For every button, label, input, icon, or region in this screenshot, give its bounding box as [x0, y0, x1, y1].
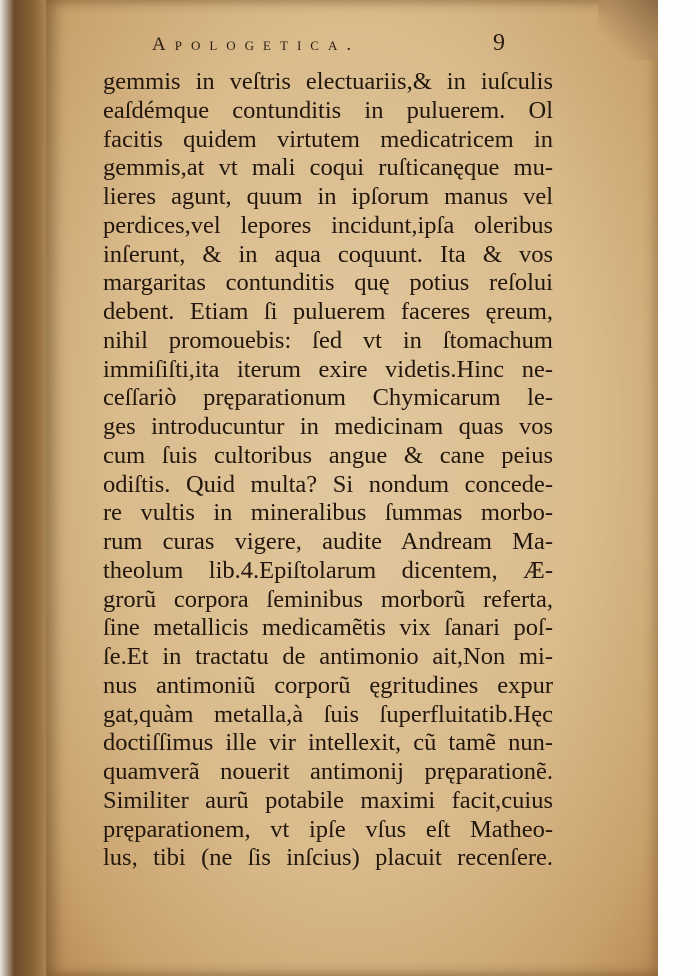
text-line: grorũ corpora ſeminibus morborũ referta, — [103, 585, 553, 613]
text-line: doctiſſimus ille vir intellexit, cũ tamẽ nun- — [103, 729, 553, 757]
book-spine-edge — [0, 0, 48, 976]
page-number: 9 — [493, 30, 505, 56]
text-line: inſerunt, & in aqua coquunt. Ita & vos — [103, 240, 553, 268]
text-line: quamverã nouerit antimonij pręparationẽ. — [103, 758, 553, 785]
text-line: ſine metallicis medicamẽtis vix ſanari poſ- — [103, 614, 553, 642]
text-line: pręparationem, vt ipſe vſus eſt Matheo- — [103, 815, 553, 843]
page-header — [57, 30, 507, 60]
text-line: eaſdémque contunditis in puluerem. Ol — [103, 96, 553, 124]
text-line: ſe.Et in tractatu de antimonio ait,Non mi- — [103, 643, 553, 670]
text-line: margaritas contunditis quę potius reſolui — [103, 269, 553, 297]
text-line: lieres agunt, quum in ipſorum manus vel — [103, 183, 553, 210]
text-line: rum curas vigere, audite Andream Ma- — [103, 528, 553, 555]
body-text — [103, 68, 553, 873]
text-line: theolum lib.4.Epiſtolarum dicentem, Æ- — [103, 556, 553, 584]
text-line: nihil promouebis: ſed vt in ſtomachum — [103, 326, 553, 354]
text-line: immiſiſti,ita iterum exire videtis.Hinc ne- — [103, 355, 553, 383]
text-line: cum ſuis cultoribus angue & cane peius — [103, 441, 553, 469]
page-corner-stain — [598, 0, 658, 60]
text-line: odiſtis. Quid multa? Si nondum concede- — [103, 470, 553, 498]
text-line: ceſſariò pręparationum Chymicarum le- — [103, 384, 553, 412]
text-line: gemmis in veſtris electuariis,& in iuſculis — [103, 68, 553, 95]
text-line: facitis quidem virtutem medicatricem in — [103, 125, 553, 153]
text-line: re vultis in mineralibus ſummas morbo- — [103, 499, 553, 527]
running-title: Apologetica. — [152, 34, 361, 55]
text-line: gemmis,at vt mali coqui ruſticanęque mu- — [103, 154, 553, 182]
text-line: Similiter aurũ potabile maximi facit,cuius — [103, 786, 553, 814]
text-line: gat,quàm metalla,à ſuis ſuperfluitatib.Hęc — [103, 700, 553, 728]
text-line: lus, tibi (ne ſis inſcius) placuit recenſere. — [103, 844, 553, 872]
text-line: ges introducuntur in medicinam quas vos — [103, 413, 553, 440]
text-line: perdices,vel lepores incidunt,ipſa oleribus — [103, 211, 553, 239]
text-line: debent. Etiam ſi puluerem faceres ęreum, — [103, 298, 553, 325]
text-line: nus antimoniũ corporũ ęgritudines expur — [103, 671, 553, 699]
